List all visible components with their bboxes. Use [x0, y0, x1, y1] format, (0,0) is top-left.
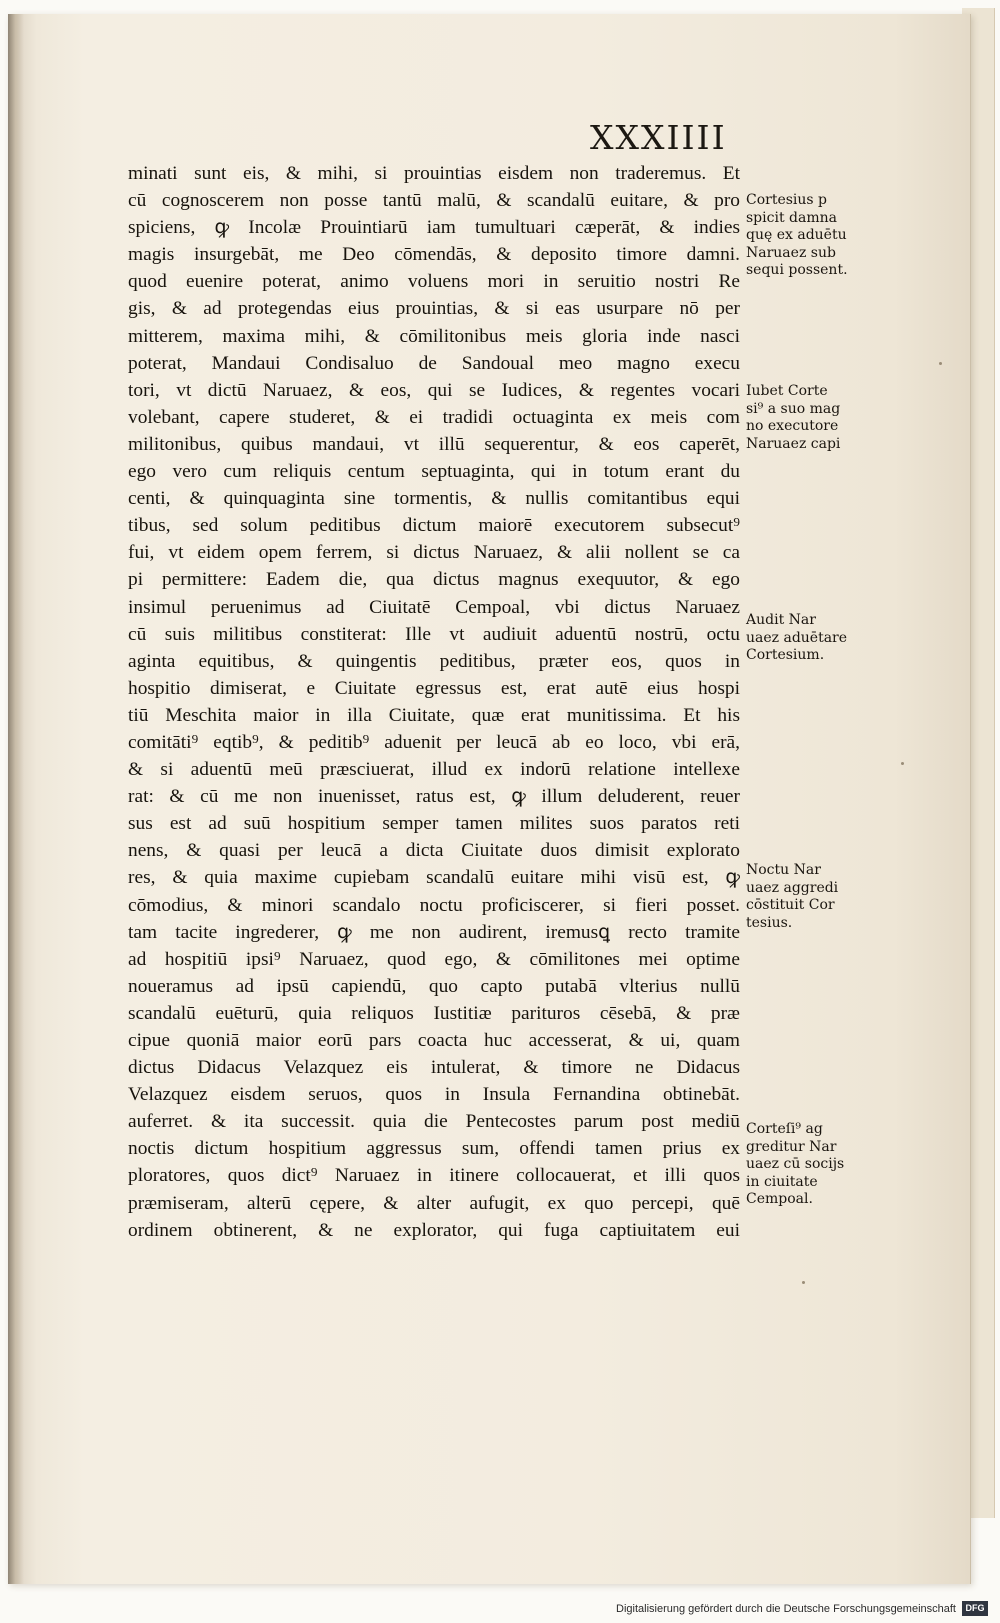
text-line: auferret. & ita successit. quia die Pentecostes parum post mediū: [128, 1111, 740, 1133]
text-line: insimul peruenimus ad Ciuitatē Cempoal, vbi dictus Naruaez: [128, 596, 740, 618]
text-line: gis, & ad protegendas eius prouintias, & si eas usurpare nō per: [128, 298, 740, 320]
text-line: aginta equitibus, & quingentis peditibus, præter eos, quos in: [128, 650, 740, 672]
text-line: dictus Didacus Velazquez eis intulerat, & timore ne Didacus: [128, 1057, 740, 1079]
main-text-block: [128, 160, 740, 1244]
text-line: cū cognoscerem non posse tantū malū, & scandalū euitare, & pro: [128, 190, 740, 212]
text-line: tibus, sed solum peditibus dictum maiorē executorem subsecut⁹: [128, 515, 740, 537]
marginal-gloss: [746, 383, 874, 453]
gloss-line: no executore: [746, 418, 839, 434]
text-line: mitterem, maxima mihi, & cōmilitonibus meis gloria inde nasci: [128, 325, 740, 347]
marginal-gloss: [746, 192, 874, 280]
text-line: Velazquez eisdem seruos, quos in Insula Fernandina obtinebāt.: [128, 1084, 740, 1106]
text-line: ego vero cum reliquis centum septuaginta, qui in totum erant du: [128, 461, 740, 483]
text-line: res, & quia maxime cupiebam scandalū euitare mihi visū est, ꝙ: [128, 867, 740, 889]
text-line: ad hospitiū ipsi⁹ Naruaez, quod ego, & cōmilitones mei optime: [128, 948, 740, 970]
text-line: scandalū euēturū, quia reliquos Iustitiæ parituros cēsebā, & præ: [128, 1002, 740, 1024]
paper-stain: [901, 762, 904, 765]
text-line: noueramus ad ipsū capiendū, quo capto putabā vlterius nullū: [128, 975, 740, 997]
text-line: volebant, capere studeret, & ei tradidi octuaginta ex meis com: [128, 406, 740, 428]
gloss-line: Noctu Nar: [746, 862, 821, 878]
gloss-line: cōstituit Cor: [746, 897, 835, 913]
text-line: militonibus, quibus mandaui, vt illū sequerentur, & eos caperēt,: [128, 433, 740, 455]
text-line: noctis dictum hospitium aggressus sum, offendi tamen prius ex: [128, 1138, 740, 1160]
gloss-line: Iubet Corte: [746, 383, 828, 399]
dfg-logo: DFG: [962, 1601, 988, 1616]
digitization-credit: Digitalisierung gefördert durch die Deutsche Forschungsgemeinschaft: [616, 1603, 956, 1615]
gloss-line: tesius.: [746, 914, 793, 931]
gloss-line: si⁹ a suo mag: [746, 400, 841, 417]
text-line: ploratores, quos dict⁹ Naruaez in itinere collocauerat, et illi quos: [128, 1165, 740, 1187]
text-line: tori, vt dictū Naruaez, & eos, qui se Iudices, & regentes vocari: [128, 379, 740, 401]
text-line: cōmodius, & minori scandalo noctu proficiscerer, si fieri posset.: [128, 894, 740, 916]
text-line: hospitio dimiserat, e Ciuitate egressus est, erat autē eius hospi: [128, 677, 740, 699]
gloss-line: in ciuitate: [746, 1173, 818, 1190]
marginal-gloss: [746, 1121, 874, 1209]
text-line: minati sunt eis, & mihi, si prouintias eisdem non traderemus. Et: [128, 163, 740, 184]
text-line: tam tacite ingrederer, ꝙ me non audirent, iremusꝗ recto tramite: [128, 921, 740, 943]
text-line: sus est ad suū hospitium semper tamen milites suos paratos reti: [128, 813, 740, 835]
gloss-line: uaez aggredi: [746, 879, 839, 896]
text-line: nens, & quasi per leucā a dicta Ciuitate duos dimisit explorato: [128, 840, 740, 862]
gloss-line: Corteſi⁹ ag: [746, 1121, 823, 1137]
text-line: ordinem obtinerent, & ne explorator, qui fuga captiuitatem eui: [128, 1219, 740, 1241]
text-line: cipue quoniā maior eorū pars coacta huc accesserat, & ui, quam: [128, 1030, 740, 1051]
text-line: & si aduentū meū præsciuerat, illud ex indorū relatione intellexe: [128, 759, 740, 781]
text-line: centi, & quinquaginta sine tormentis, & nullis comitantibus equi: [128, 488, 740, 510]
text-line: pi permittere: Eadem die, qua dictus magnus exequutor, & ego: [128, 569, 740, 591]
marginal-gloss: [746, 612, 874, 665]
gloss-line: Naruaez capi: [746, 435, 841, 452]
gloss-line: Cempoal.: [746, 1191, 813, 1207]
text-line: comitāti⁹ eqtib⁹, & peditib⁹ aduenit per leucā ab eo loco, vbi erā,: [128, 731, 740, 753]
folio-number: XXXIIII: [590, 118, 727, 157]
text-line: poterat, Mandaui Condisaluo de Sandoual meo magno execu: [128, 352, 740, 374]
marginal-gloss: [746, 862, 874, 932]
text-line: magis insurgebāt, me Deo cōmendās, & deposito timore damni.: [128, 244, 740, 266]
gloss-line: Cortesium.: [746, 647, 825, 663]
gloss-line: greditur Nar: [746, 1138, 837, 1155]
text-line: fui, vt eidem opem ferrem, si dictus Naruaez, & alii nollent se ca: [128, 542, 740, 564]
gloss-line: quę ex aduētu: [746, 227, 847, 243]
page-gutter-shadow: [8, 14, 24, 1584]
text-line: rat: & cū me non inuenisset, ratus est, ꝙ illum deluderent, reuer: [128, 786, 740, 808]
text-line: præmiseram, alterū cępere, & alter aufugit, ex quo percepi, quē: [128, 1192, 740, 1214]
gloss-line: uaez cū socijs: [746, 1156, 845, 1172]
paper-stain: [939, 362, 942, 365]
text-line: cū suis militibus constiterat: Ille vt audiuit aduentū nostrū, octu: [128, 623, 740, 645]
gloss-line: uaez aduētare: [746, 629, 848, 646]
gloss-line: sequi possent.: [746, 262, 848, 278]
text-line: quod euenire poterat, animo voluens mori in seruitio nostri Re: [128, 271, 740, 293]
gloss-line: Naruaez sub: [746, 244, 836, 261]
paper-stain: [802, 1281, 805, 1284]
gloss-line: Audit Nar: [746, 612, 816, 628]
text-line: tiū Meschita maior in illa Ciuitate, quæ erat munitissima. Et his: [128, 704, 740, 726]
gloss-line: Cortesius p: [746, 192, 828, 208]
text-line: spiciens, ꝙ Incolæ Prouintiarū iam tumultuari cæperāt, & indies: [128, 217, 740, 239]
gloss-line: spicit damna: [746, 209, 837, 226]
